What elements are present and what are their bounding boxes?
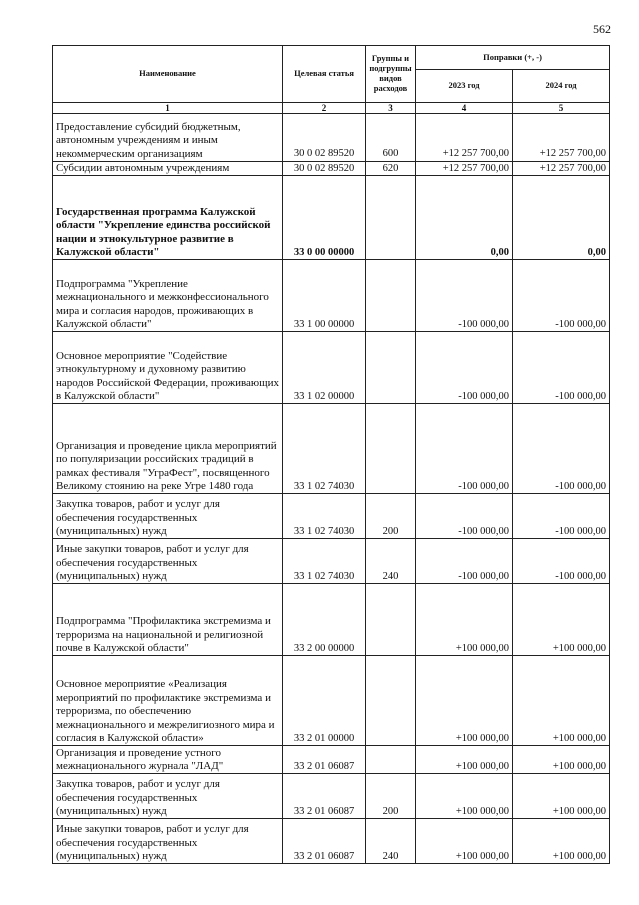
row-target-article: 33 2 01 00000	[283, 656, 366, 746]
row-name: Субсидии автономным учреждениям	[53, 162, 283, 176]
row-amount-2023: +12 257 700,00	[416, 162, 513, 176]
row-name: Иные закупки товаров, работ и услуг для обеспечения государственных (муниципальных) нужд	[53, 539, 283, 584]
row-amount-2023: -100 000,00	[416, 260, 513, 332]
row-expense-group	[366, 746, 416, 774]
row-amount-2024: -100 000,00	[513, 539, 610, 584]
table-row	[53, 332, 610, 404]
budget-table	[52, 45, 610, 864]
row-amount-2023: +12 257 700,00	[416, 114, 513, 162]
row-name: Основное мероприятие "Содействие этнокультурному и духовному развитию народов Российской Федерации, проживающих в Калужской области"	[53, 332, 283, 404]
row-amount-2023: -100 000,00	[416, 404, 513, 494]
row-name: Организация и проведение устного межнационального журнала "ЛАД"	[53, 746, 283, 774]
row-amount-2023: +100 000,00	[416, 656, 513, 746]
column-index: 4	[416, 103, 513, 114]
row-amount-2024: +100 000,00	[513, 819, 610, 864]
row-name: Основное мероприятие «Реализация мероприятий по профилактике экстремизма и терроризма, по обеспечению межнационального и межрелигиозного мира и согласия в Калужской области»	[53, 656, 283, 746]
row-amount-2024: -100 000,00	[513, 260, 610, 332]
row-amount-2023: 0,00	[416, 176, 513, 260]
row-amount-2023: +100 000,00	[416, 819, 513, 864]
row-amount-2023: -100 000,00	[416, 332, 513, 404]
row-name: Закупка товаров, работ и услуг для обеспечения государственных (муниципальных) нужд	[53, 774, 283, 819]
table-row	[53, 494, 610, 539]
column-index-row	[53, 103, 610, 114]
header-year-2024: 2024 год	[513, 70, 610, 103]
row-amount-2023: +100 000,00	[416, 746, 513, 774]
header-amendments: Поправки (+, -)	[416, 46, 610, 70]
row-expense-group	[366, 584, 416, 656]
row-target-article: 33 2 01 06087	[283, 774, 366, 819]
column-index: 5	[513, 103, 610, 114]
header-expense-groups: Группы и подгруппы видов расходов	[366, 46, 416, 103]
column-index: 1	[53, 103, 283, 114]
row-amount-2024: +100 000,00	[513, 656, 610, 746]
row-target-article: 30 0 02 89520	[283, 162, 366, 176]
row-expense-group	[366, 656, 416, 746]
row-amount-2023: +100 000,00	[416, 584, 513, 656]
table-row	[53, 404, 610, 494]
row-target-article: 33 1 02 74030	[283, 539, 366, 584]
row-expense-group: 200	[366, 494, 416, 539]
row-expense-group	[366, 404, 416, 494]
row-expense-group	[366, 332, 416, 404]
table-body	[53, 114, 610, 864]
row-target-article: 33 1 02 74030	[283, 494, 366, 539]
row-amount-2024: 0,00	[513, 176, 610, 260]
row-expense-group	[366, 176, 416, 260]
row-amount-2024: -100 000,00	[513, 332, 610, 404]
row-target-article: 33 0 00 00000	[283, 176, 366, 260]
table-row	[53, 162, 610, 176]
row-expense-group: 600	[366, 114, 416, 162]
column-index: 3	[366, 103, 416, 114]
column-index: 2	[283, 103, 366, 114]
row-amount-2024: +100 000,00	[513, 584, 610, 656]
row-amount-2023: -100 000,00	[416, 494, 513, 539]
row-name: Закупка товаров, работ и услуг для обеспечения государственных (муниципальных) нужд	[53, 494, 283, 539]
row-expense-group: 240	[366, 539, 416, 584]
page-number: 562	[593, 22, 611, 36]
table-row	[53, 539, 610, 584]
row-target-article: 33 2 01 06087	[283, 746, 366, 774]
row-amount-2024: -100 000,00	[513, 404, 610, 494]
row-amount-2024: +12 257 700,00	[513, 114, 610, 162]
row-target-article: 33 1 00 00000	[283, 260, 366, 332]
row-target-article: 33 2 01 06087	[283, 819, 366, 864]
row-amount-2024: +12 257 700,00	[513, 162, 610, 176]
row-expense-group	[366, 260, 416, 332]
row-expense-group: 620	[366, 162, 416, 176]
header-target-article: Целевая статья	[283, 46, 366, 103]
header-year-2023: 2023 год	[416, 70, 513, 103]
row-name: Государственная программа Калужской области "Укрепление единства российской нации и этнокультурное развитие в Калужской области"	[53, 176, 283, 260]
row-name: Подпрограмма "Укрепление межнационального и межконфессионального мира и согласия народов, проживающих в Калужской области"	[53, 260, 283, 332]
table-row	[53, 746, 610, 774]
table-row	[53, 774, 610, 819]
table-row	[53, 114, 610, 162]
table-row	[53, 819, 610, 864]
row-name: Подпрограмма "Профилактика экстремизма и терроризма на национальной и религиозной почве в Калужской области"	[53, 584, 283, 656]
table-row	[53, 584, 610, 656]
row-name: Предоставление субсидий бюджетным, автономным учреждениям и иным некоммерческим организациям	[53, 114, 283, 162]
row-expense-group: 200	[366, 774, 416, 819]
row-amount-2024: +100 000,00	[513, 774, 610, 819]
row-amount-2023: -100 000,00	[416, 539, 513, 584]
header-name: Наименование	[53, 46, 283, 103]
table-row	[53, 260, 610, 332]
row-amount-2023: +100 000,00	[416, 774, 513, 819]
row-name: Организация и проведение цикла мероприятий по популяризации российских традиций в рамках фестиваля "УграФест", посвященного Великому стоянию на реке Угре 1480 года	[53, 404, 283, 494]
table-row	[53, 176, 610, 260]
row-name: Иные закупки товаров, работ и услуг для обеспечения государственных (муниципальных) нужд	[53, 819, 283, 864]
row-target-article: 30 0 02 89520	[283, 114, 366, 162]
table-row	[53, 656, 610, 746]
row-target-article: 33 1 02 74030	[283, 404, 366, 494]
row-amount-2024: -100 000,00	[513, 494, 610, 539]
row-amount-2024: +100 000,00	[513, 746, 610, 774]
row-target-article: 33 1 02 00000	[283, 332, 366, 404]
row-target-article: 33 2 00 00000	[283, 584, 366, 656]
row-expense-group: 240	[366, 819, 416, 864]
